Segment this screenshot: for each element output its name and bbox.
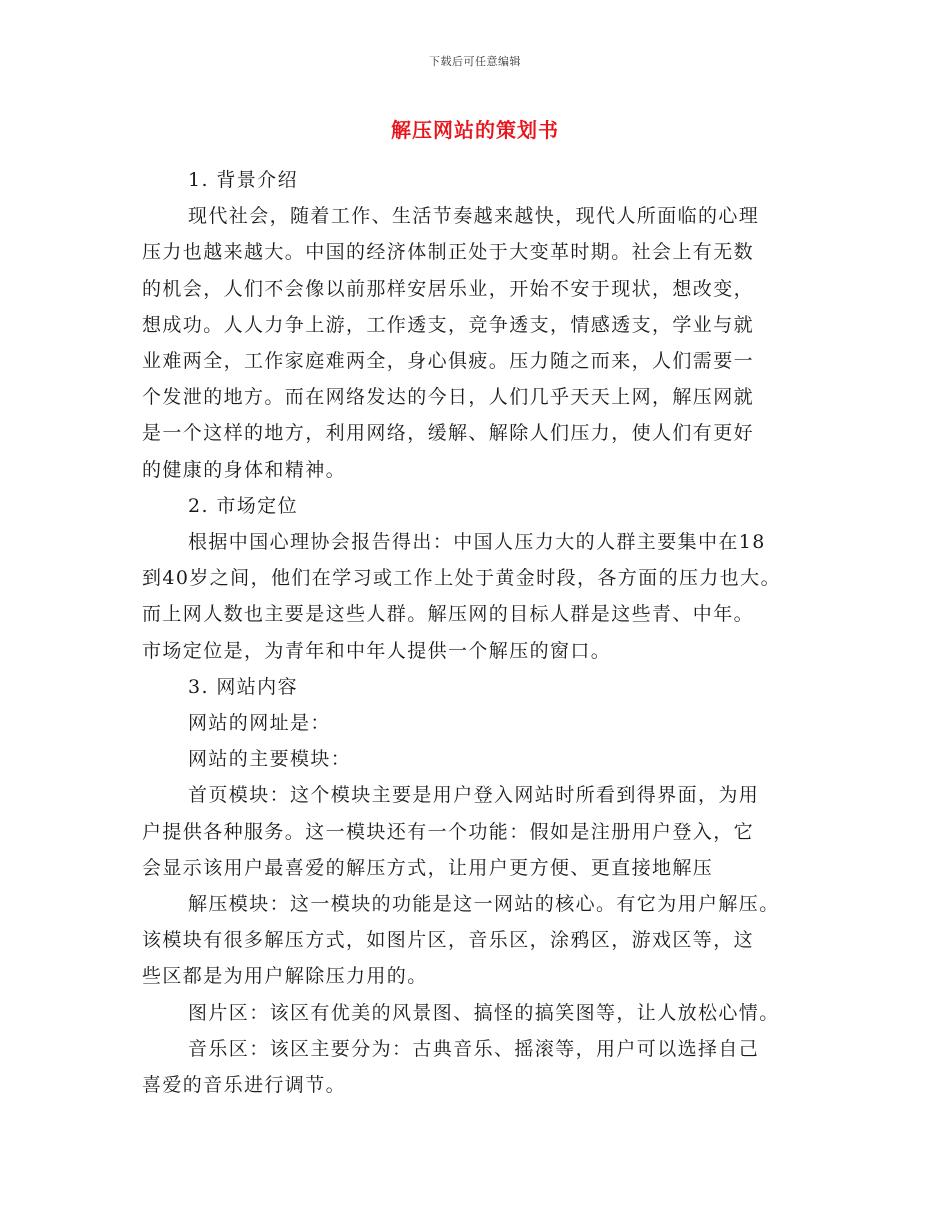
paragraph-line: 户提供各种服务。这一模块还有一个功能：假如是注册用户登入，它 [142, 820, 755, 843]
paragraph-line: 该模块有很多解压方式，如图片区，音乐区，涂鸦区，游戏区等，这 [142, 929, 755, 952]
paragraph-line: 首页模块：这个模块主要是用户登入网站时所看到得界面，为用 [188, 784, 760, 807]
paragraph-line: 根据中国心理协会报告得出：中国人压力大的人群主要集中在18 [188, 531, 766, 554]
page-header-note: 下载后可任意编辑 [429, 55, 521, 68]
section-heading-content: 3. 网站内容 [188, 675, 298, 698]
paragraph-background [142, 198, 822, 488]
paragraph-market [142, 524, 822, 669]
paragraph-line: 音乐区：该区主要分为：古典音乐、摇滚等，用户可以选择自己 [188, 1037, 760, 1060]
paragraph-line: 压力也越来越大。中国的经济体制正处于大变革时期。社会上有无数 [142, 241, 755, 264]
paragraph-line: 喜爱的音乐进行调节。 [142, 1074, 347, 1097]
paragraph-relief-module [142, 886, 822, 995]
website-url-line: 网站的网址是： [188, 712, 331, 735]
paragraph-music-zone [142, 1031, 822, 1103]
paragraph-line: 到40岁之间，他们在学习或工作上处于黄金时段，各方面的压力也大。 [142, 567, 781, 590]
paragraph-line: 些区都是为用户解除压力用的。 [142, 965, 428, 988]
paragraph-line: 的机会，人们不会像以前那样安居乐业，开始不安于现状，想改变， [142, 277, 755, 300]
document-body [142, 162, 822, 1103]
paragraph-line: 现代社会，随着工作、生活节奏越来越快，现代人所面临的心理 [188, 205, 760, 228]
paragraph-line: 会显示该用户最喜爱的解压方式，让用户更方便、更直接地解压 [142, 856, 714, 879]
paragraph-line: 的健康的身体和精神。 [142, 458, 347, 481]
paragraph-line: 业难两全，工作家庭难两全，身心俱疲。压力随之而来，人们需要一 [142, 350, 755, 373]
section-heading-market: 2. 市场定位 [188, 494, 298, 517]
paragraph-line: 而上网人数也主要是这些人群。解压网的目标人群是这些青、中年。 [142, 603, 755, 626]
paragraph-home-module [142, 777, 822, 886]
paragraph-line: 想成功。人人力争上游，工作透支，竞争透支，情感透支，学业与就 [142, 313, 755, 336]
modules-line: 网站的主要模块： [188, 748, 352, 771]
paragraph-line: 图片区：该区有优美的风景图、搞怪的搞笑图等，让人放松心情。 [188, 1001, 780, 1024]
paragraph-line: 市场定位是，为青年和中年人提供一个解压的窗口。 [142, 639, 612, 662]
paragraph-line: 个发泄的地方。而在网络发达的今日，人们几乎天天上网，解压网就 [142, 386, 755, 409]
document-title: 解压网站的策划书 [391, 118, 559, 142]
paragraph-line: 是一个这样的地方，利用网络，缓解、解除人们压力，使人们有更好 [142, 422, 755, 445]
section-heading-background: 1. 背景介绍 [188, 169, 298, 191]
paragraph-picture-zone [142, 995, 822, 1031]
paragraph-line: 解压模块：这一模块的功能是这一网站的核心。有它为用户解压。 [188, 893, 780, 916]
